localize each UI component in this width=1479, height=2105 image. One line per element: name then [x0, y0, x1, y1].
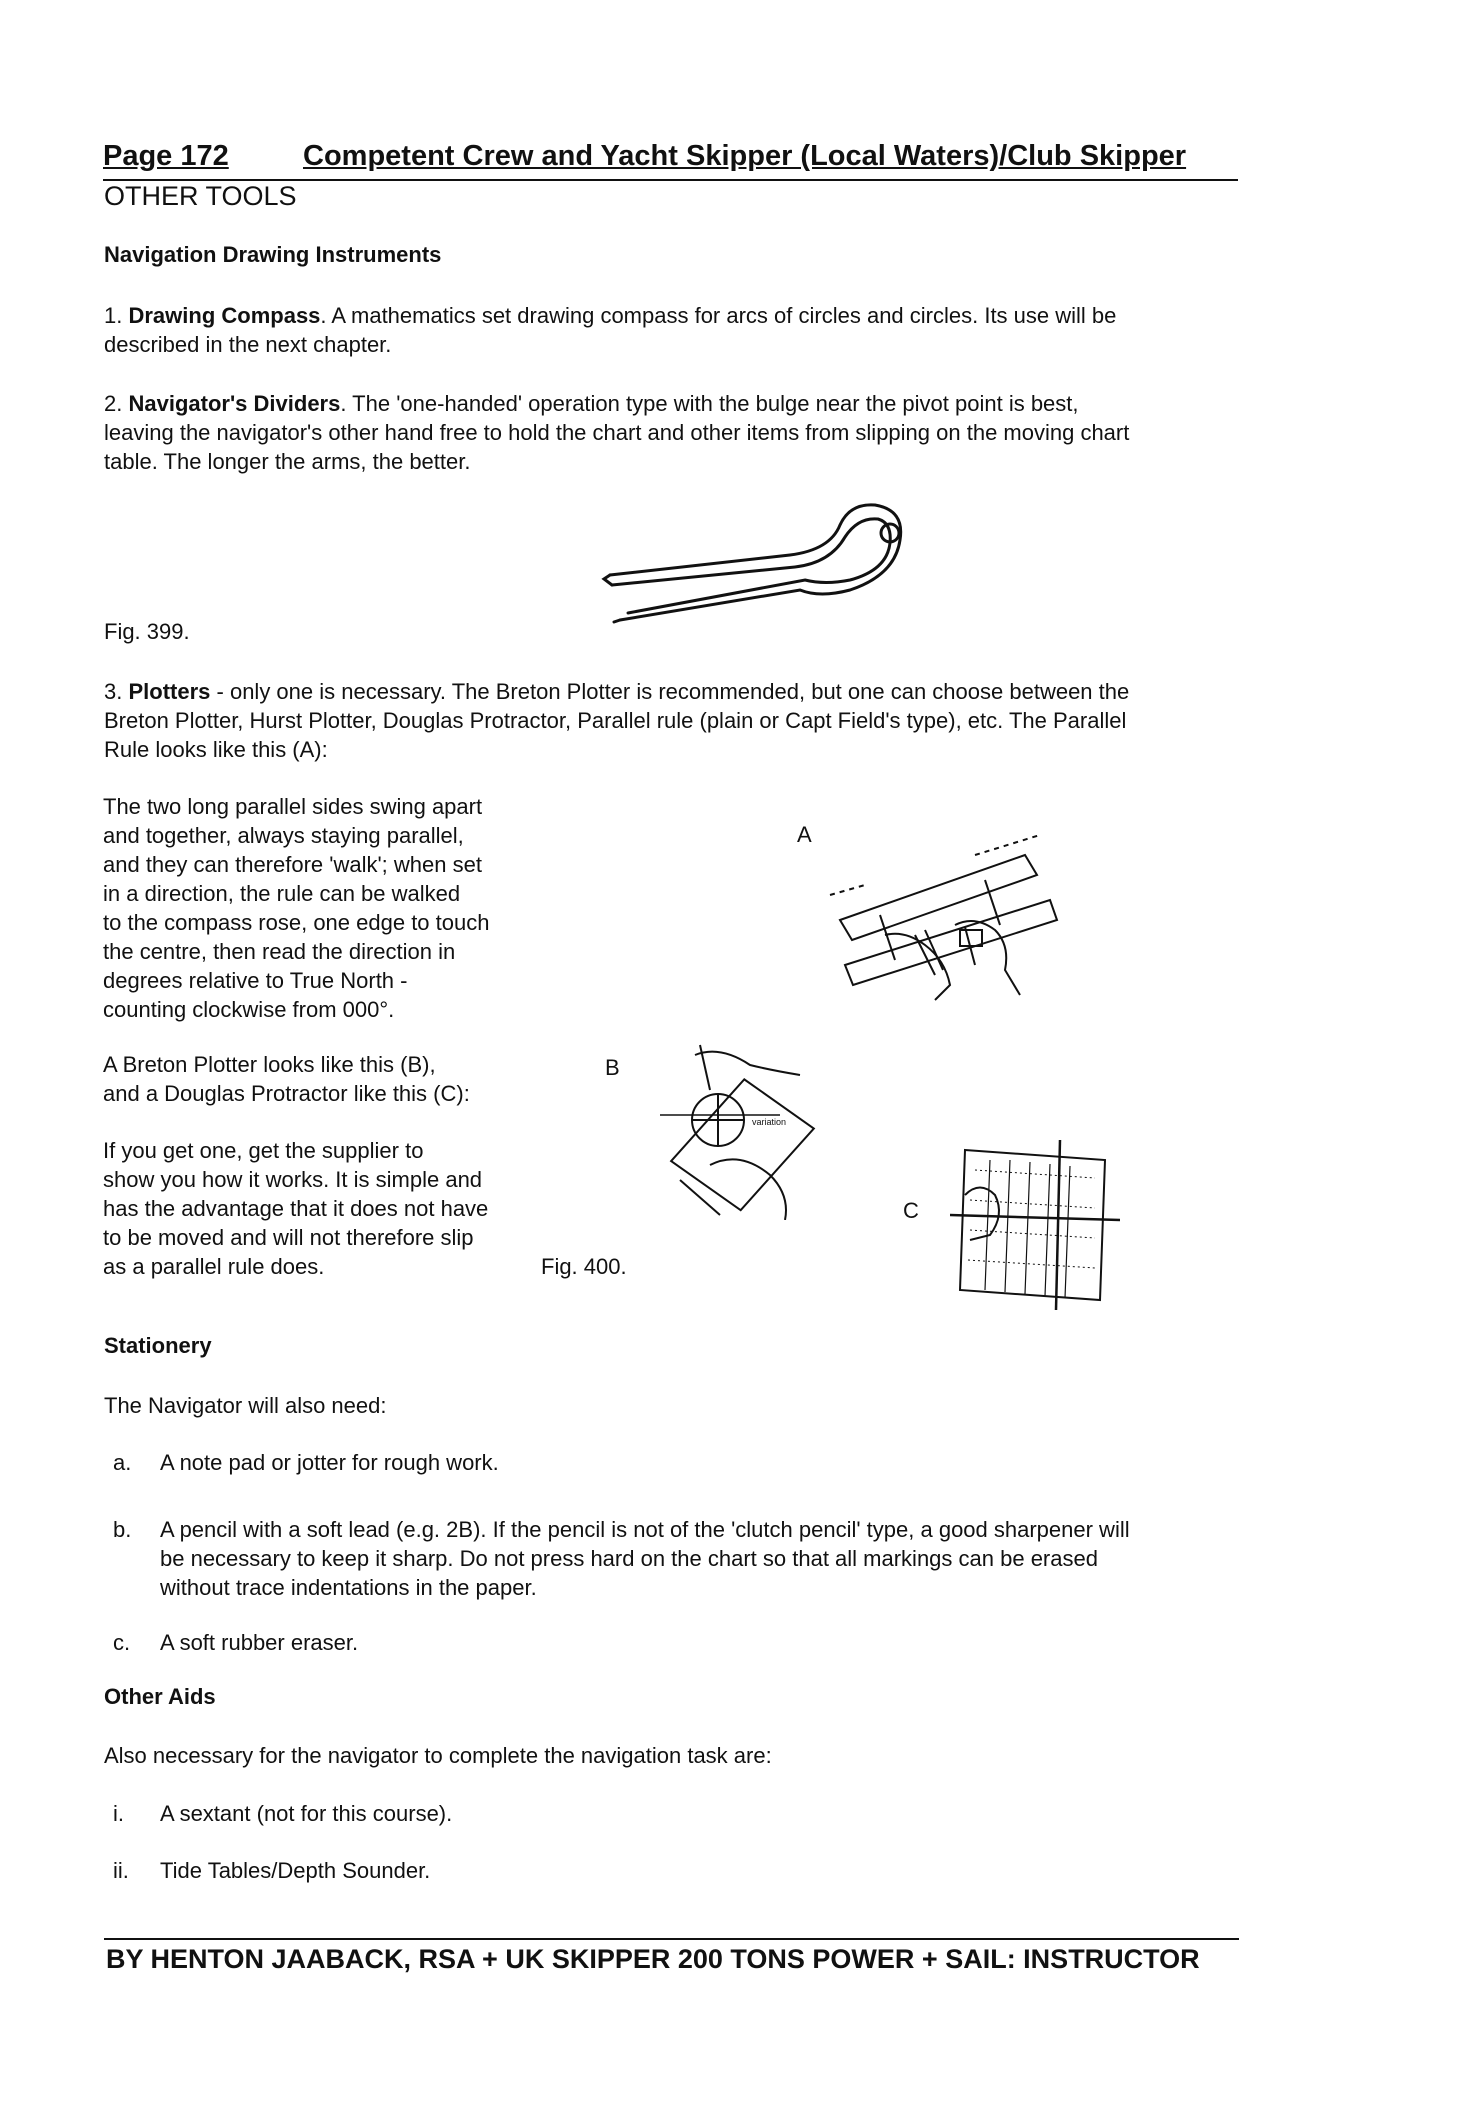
- breton-description: [103, 1050, 553, 1108]
- other-aids-item: Tide Tables/Depth Sounder.: [160, 1858, 431, 1883]
- svg-text:variation: variation: [752, 1117, 787, 1127]
- parallel-rule-line: and they can therefore 'walk'; when set: [103, 852, 482, 877]
- section-title: OTHER TOOLS: [104, 181, 297, 211]
- item2-text-line1: . The 'one-handed' operation type with the bulge near the pivot point is best,: [340, 391, 1079, 416]
- parallel-rule-line: counting clockwise from 000°.: [103, 997, 395, 1022]
- parallel-rule-line: and together, always staying parallel,: [103, 823, 464, 848]
- item1-text-line1: . A mathematics set drawing compass for arcs of circles and circles. Its use will be: [320, 303, 1117, 328]
- stationery-heading: Stationery: [104, 1333, 212, 1358]
- item3-number: 3.: [104, 679, 123, 704]
- supplier-line: has the advantage that it does not have: [103, 1196, 489, 1221]
- item3-text-line1: - only one is necessary. The Breton Plotter is recommended, but one can choose between the: [210, 679, 1130, 704]
- dividers-illustration: [600, 495, 930, 630]
- breton-line: and a Douglas Protractor like this (C):: [103, 1081, 470, 1106]
- other-aids-intro: Also necessary for the navigator to complete the navigation task are:: [104, 1743, 772, 1768]
- stationery-item-line: A soft rubber eraser.: [160, 1630, 359, 1655]
- stationery-marker: a.: [113, 1450, 132, 1475]
- parallel-rule-line: the centre, then read the direction in: [103, 939, 456, 964]
- stationery-item: [160, 1448, 1240, 1477]
- stationery-item-line: A note pad or jotter for rough work.: [160, 1450, 499, 1475]
- parallel-rule-line: in a direction, the rule can be walked: [103, 881, 461, 906]
- item-plotters: [104, 677, 1254, 764]
- item3-term: Plotters: [128, 679, 211, 704]
- page-header: [103, 140, 1238, 173]
- stationery-item-line: without trace indentations in the paper.: [160, 1575, 537, 1600]
- book-title: Competent Crew and Yacht Skipper (Local Waters)/Club Skipper: [303, 140, 1187, 172]
- parallel-rule-description: [103, 792, 573, 1024]
- item1-text-line2: described in the next chapter.: [104, 332, 392, 357]
- breton-line: A Breton Plotter looks like this (B),: [103, 1052, 436, 1077]
- other-aids-heading: Other Aids: [104, 1684, 216, 1709]
- stationery-intro: The Navigator will also need:: [104, 1393, 387, 1418]
- item2-term: Navigator's Dividers: [128, 391, 341, 416]
- other-aids-marker: ii.: [113, 1858, 129, 1883]
- parallel-rule-illustration: [825, 835, 1060, 1010]
- supplier-line: If you get one, get the supplier to: [103, 1138, 424, 1163]
- stationery-item: [160, 1515, 1240, 1602]
- supplier-line: as a parallel rule does.: [103, 1254, 325, 1279]
- parallel-rule-line: degrees relative to True North -: [103, 968, 408, 993]
- stationery-item: [160, 1628, 1240, 1657]
- item-dividers: [104, 389, 1244, 476]
- other-aids-item: A sextant (not for this course).: [160, 1801, 453, 1826]
- figure-label-b: B: [605, 1055, 620, 1080]
- douglas-protractor-illustration: [950, 1140, 1120, 1310]
- other-aids-marker: i.: [113, 1801, 124, 1826]
- item3-text-line3: Rule looks like this (A):: [104, 737, 328, 762]
- stationery-marker: c.: [113, 1630, 131, 1655]
- footer-rule: [104, 1938, 1239, 1940]
- page-footer: BY HENTON JAABACK, RSA + UK SKIPPER 200 TONS POWER + SAIL: INSTRUCTOR: [106, 1944, 1200, 1974]
- parallel-rule-line: The two long parallel sides swing apart: [103, 794, 483, 819]
- supplier-line: show you how it works. It is simple and: [103, 1167, 483, 1192]
- breton-plotter-illustration: [640, 1035, 830, 1220]
- stationery-item-line: A pencil with a soft lead (e.g. 2B). If the pencil is not of the 'clutch pencil' type, a good sharpener will: [160, 1517, 1130, 1542]
- fig-400-caption: Fig. 400.: [541, 1254, 627, 1279]
- figure-label-a: A: [797, 822, 812, 847]
- parallel-rule-line: to the compass rose, one edge to touch: [103, 910, 490, 935]
- item1-term: Drawing Compass: [128, 303, 321, 328]
- supplier-note: [103, 1136, 553, 1281]
- fig-399-caption: Fig. 399.: [104, 619, 190, 644]
- item2-number: 2.: [104, 391, 123, 416]
- item2-text-line3: table. The longer the arms, the better.: [104, 449, 471, 474]
- stationery-item-line: be necessary to keep it sharp. Do not press hard on the chart so that all markings can be erased: [160, 1546, 1098, 1571]
- item3-text-line2: Breton Plotter, Hurst Plotter, Douglas Protractor, Parallel rule (plain or Capt Field's type), etc. The Parallel: [104, 708, 1127, 733]
- supplier-line: to be moved and will not therefore slip: [103, 1225, 474, 1250]
- item1-number: 1.: [104, 303, 123, 328]
- item-drawing-compass: [104, 301, 1244, 359]
- figure-label-c: C: [903, 1198, 919, 1223]
- item2-text-line2: leaving the navigator's other hand free to hold the chart and other items from slipping on the moving chart: [104, 420, 1130, 445]
- page-number: Page 172: [103, 140, 229, 172]
- stationery-marker: b.: [113, 1517, 132, 1542]
- nav-instruments-heading: Navigation Drawing Instruments: [104, 242, 442, 267]
